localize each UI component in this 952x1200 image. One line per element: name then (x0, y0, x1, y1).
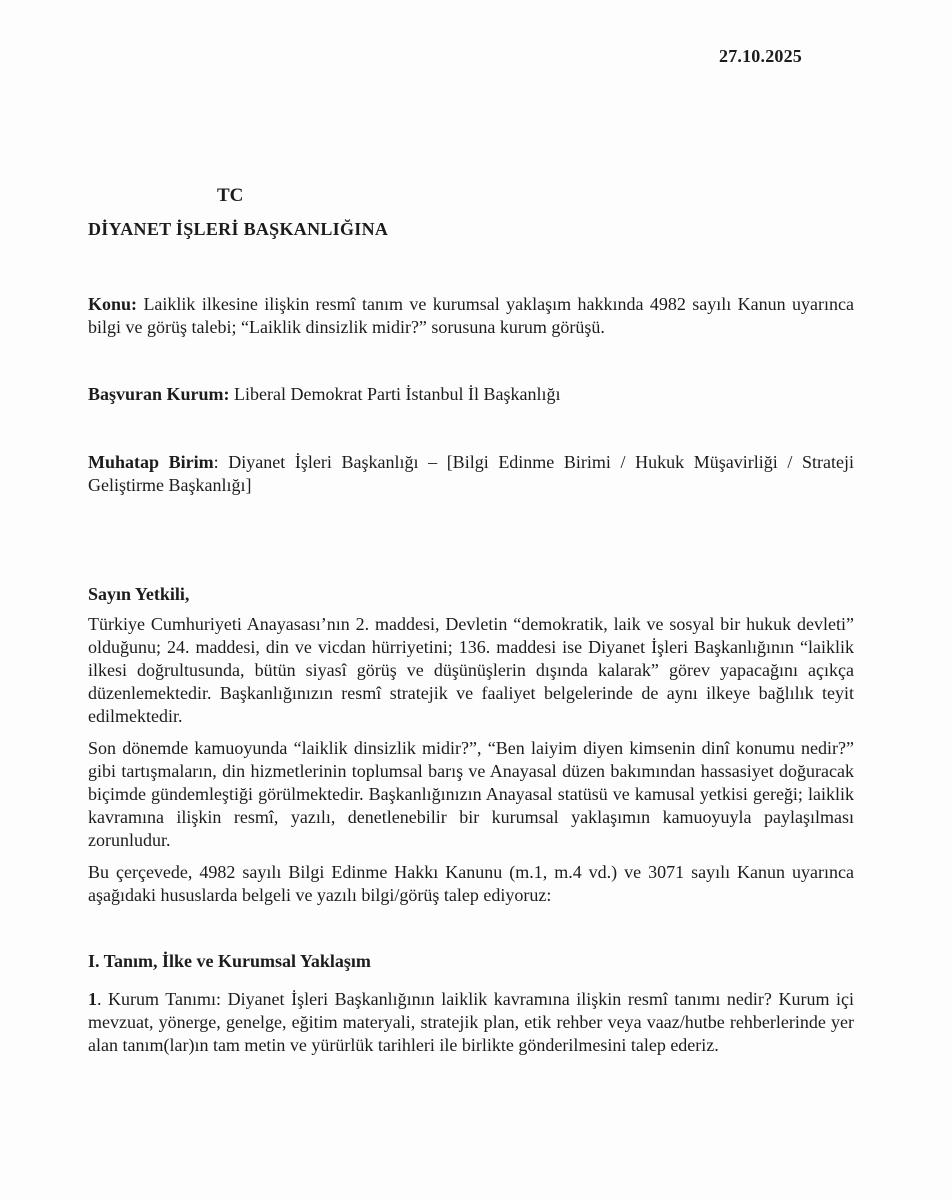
body-paragraph-3: Bu çerçevede, 4982 sayılı Bilgi Edinme Hakkı Kanunu (m.1, m.4 vd.) ve 3071 sayılı Kanun uyarınca aşağıdaki hususlarda belgeli ve yazılı bilgi/görüş talep ediyoruz: (88, 862, 854, 905)
body-paragraph-1: Türkiye Cumhuriyeti Anayasası’nın 2. maddesi, Devletin “demokratik, laik ve sosyal bir hukuk devleti” olduğunu; 24. maddesi, din ve vicdan hürriyetini; 136. maddesi ise Diyanet İşleri Başkanlığının “laiklik ilkesi doğrultusunda, bütün siyasî görüş ve düşünüşlerin dışında kalarak” görev yapacağını açıkça düzenlemektedir. Başkanlığınızın resmî stratejik ve faaliyet belgelerinde de aynı ilkeye bağlılık teyit edilmektedir. (88, 614, 854, 726)
subject-text: Laiklik ilkesine ilişkin resmî tanım ve kurumsal yaklaşım hakkında 4982 sayılı Kanun uyarınca bilgi ve görüş talebi; “Laiklik dinsizlik midir?” sorusuna kurum görüşü. (88, 294, 855, 337)
subject-label: Konu: (88, 294, 138, 314)
section-1-title: I. Tanım, İlke ve Kurumsal Yaklaşım (88, 951, 371, 971)
applicant-line (88, 383, 854, 406)
recipient-text: : Diyanet İşleri Başkanlığı – [Bilgi Edinme Birimi / Hukuk Müşavirliği / Strateji Geliştirme Başkanlığı] (88, 452, 855, 495)
addressee-heading: DİYANET İŞLERİ BAŞKANLIĞINA (88, 219, 389, 239)
tc-heading: TC (217, 185, 244, 206)
subject-line (88, 293, 854, 339)
item-text: . Kurum Tanımı: Diyanet İşleri Başkanlığının laiklik kavramına ilişkin resmî tanımı nedir? Kurum içi mevzuat, yönerge, genelge, eğitim materyali, stratejik plan, etik rehber veya vaaz/hutbe rehberlerinde yer alan tanım(lar)ın tam metin ve yürürlük tarihleri ile birlikte gönderilmesini talep ederiz. (88, 989, 854, 1055)
salutation: Sayın Yetkili, (88, 584, 190, 604)
letter-date: 27.10.2025 (719, 46, 802, 66)
applicant-text: Liberal Demokrat Parti İstanbul İl Başkanlığı (234, 384, 561, 404)
applicant-label: Başvuran Kurum: (88, 384, 230, 404)
body-paragraph-2: Son dönemde kamuoyunda “laiklik dinsizlik midir?”, “Ben laiyim diyen kimsenin dinî konumu nedir?” gibi tartışmaların, din hizmetlerinin toplumsal barış ve Anayasal düzen bakımından hassasiyet doğuracak biçimde gündemleştiği görülmektedir. Başkanlığınızın Anayasal statüsü ve kamusal yetkisi gereği; laiklik kavramına ilişkin resmî, yazılı, denetlenebilir bir kurumsal yaklaşımın kamuoyuyla paylaşılması zorunludur. (88, 738, 854, 850)
recipient-line (88, 451, 854, 497)
recipient-label: Muhatap Birim (88, 452, 214, 472)
section-1-item-1 (88, 988, 854, 1057)
item-number: 1 (88, 989, 97, 1009)
